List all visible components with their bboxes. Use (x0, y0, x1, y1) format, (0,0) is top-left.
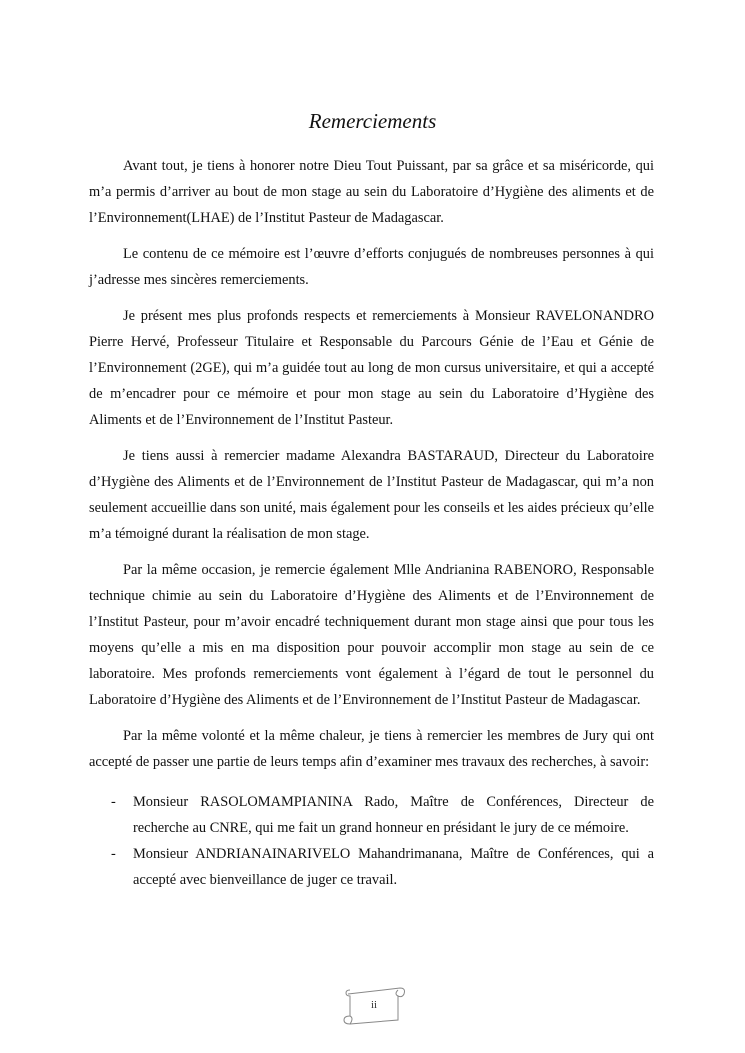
list-marker: - (111, 794, 116, 810)
jury-list (89, 789, 654, 893)
paragraph-intro: Avant tout, je tiens à honorer notre Dieu Tout Puissant, par sa grâce et sa miséricorde, qui m’a permis d’arriver au bout de mon stage au sein du Laboratoire d’Hygiène des aliments et de l’Environnement(LHAE) de l’Institut Pasteur de Madagascar. (89, 158, 654, 226)
page-title: Remerciements (308, 109, 437, 133)
list-item (89, 841, 654, 893)
paragraph-director: Je tiens aussi à remercier madame Alexandra BASTARAUD, Directeur du Laboratoire d’Hygiène des Aliments et de l’Environnement de l’Institut Pasteur de Madagascar, qui m’a non seulement accueillie dans son unité, mais également pour les conseils et les aides précieux qu’elle m’a témoigné durant la réalisation de mon stage. (89, 448, 654, 542)
list-marker: - (111, 846, 116, 862)
list-item-text: Monsieur ANDRIANAINARIVELO Mahandrimanana, Maître de Conférences, qui a accepté avec bienveillance de juger ce travail. (133, 846, 654, 888)
paragraph-technical-lead: Par la même occasion, je remercie également Mlle Andrianina RABENORO, Responsable technique chimie au sein du Laboratoire d’Hygiène des Aliments et de l’Environnement de l’Institut Pasteur, pour m’avoir encadré techniquement durant mon stage ainsi que pour tous les moyens qu’elle a mis en ma disposition pour pouvoir accomplir mon stage au sein de ce laboratoire. Mes profonds remerciements vont également à l’égard de tout le personnel du Laboratoire d’Hygiène des Aliments et de l’Environnement de l’Institut Pasteur de Madagascar. (89, 562, 654, 708)
page-number: ii (370, 999, 378, 1011)
acknowledgements-body (89, 153, 654, 893)
paragraph-content: Le contenu de ce mémoire est l’œuvre d’efforts conjugués de nombreuses personnes à qui j’adresse mes sincères remerciements. (89, 246, 654, 288)
paragraph-supervisor: Je présent mes plus profonds respects et remerciements à Monsieur RAVELONANDRO Pierre Hervé, Professeur Titulaire et Responsable du Parcours Génie de l’Eau et Génie de l’Environnement (2GE), qui m’a guidée tout au long de mon cursus universitaire, et qui a accepté de m’encadrer pour ce mémoire et pour mon stage au sein du Laboratoire d’Hygiène des Aliments et de l’Environnement de l’Institut Pasteur. (89, 308, 654, 428)
paragraph-jury: Par la même volonté et la même chaleur, je tiens à remercier les membres de Jury qui ont accepté de passer une partie de leurs temps afin d’examiner mes travaux des recherches, à savoir: (89, 728, 654, 770)
list-item-text: Monsieur RASOLOMAMPIANINA Rado, Maître de Conférences, Directeur de recherche au CNRE, qui me fait un grand honneur en présidant le jury de ce mémoire. (133, 794, 654, 836)
page-footer (340, 984, 408, 1030)
list-item (89, 789, 654, 841)
